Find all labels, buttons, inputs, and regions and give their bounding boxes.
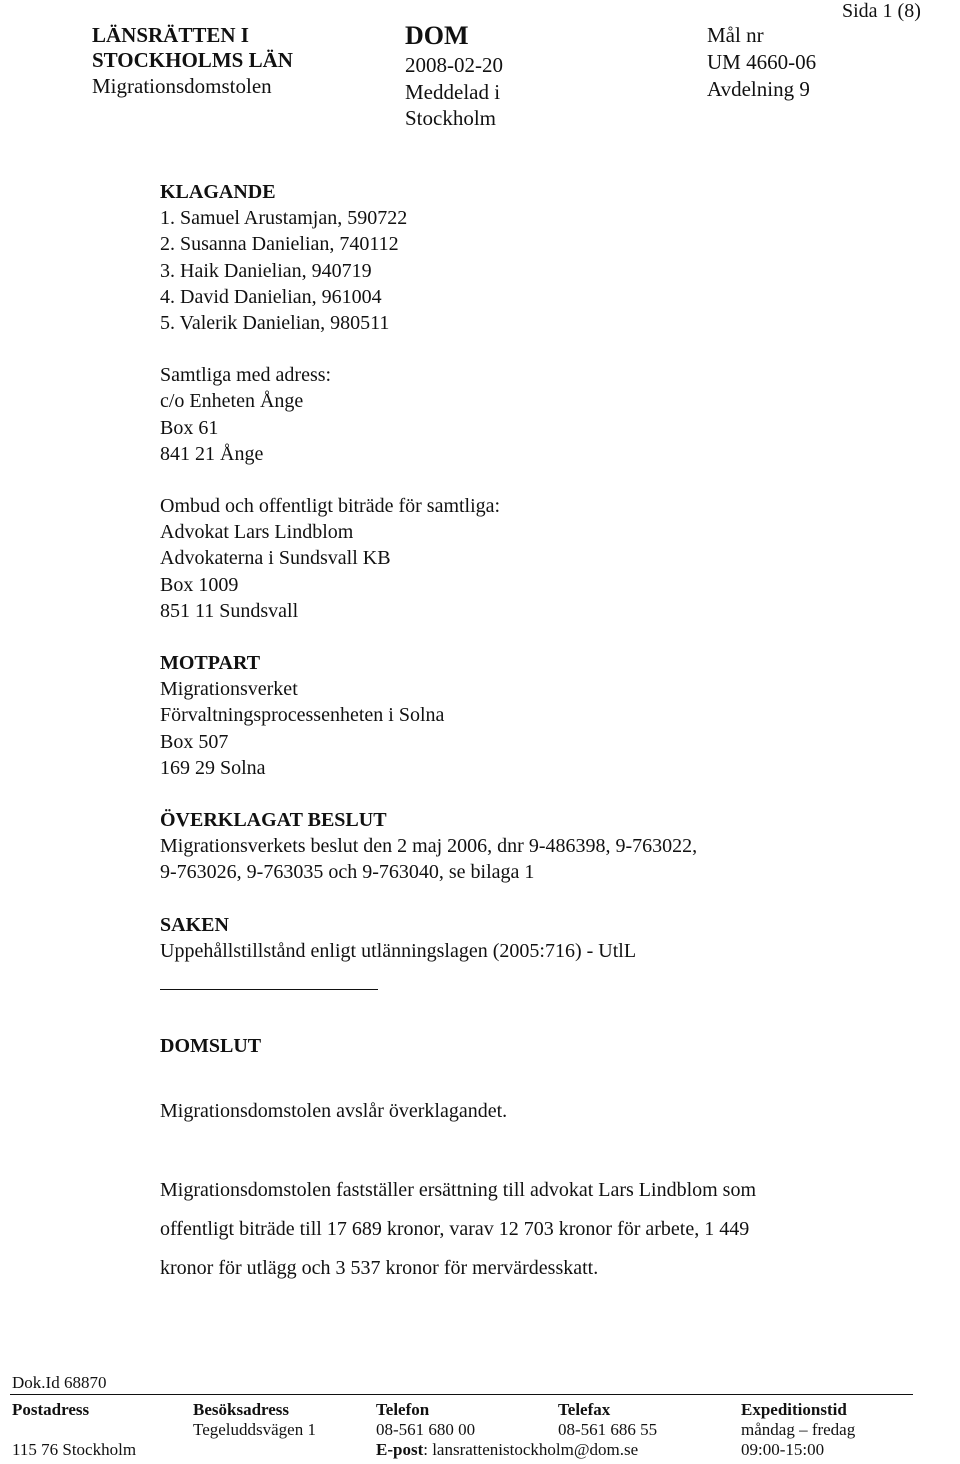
document-type: DOM (405, 21, 469, 50)
case-number: UM 4660-06 (707, 50, 817, 74)
footer-hours-column (741, 1400, 855, 1460)
appellants-address-line: Samtliga med adress: (160, 364, 332, 387)
court-name-line2: STOCKHOLMS LÄN (92, 48, 293, 72)
office-hours-label: Expeditionstid (741, 1400, 847, 1419)
appellant-5: 5. Valerik Danielian, 980511 (160, 312, 390, 335)
footer-fax-column (558, 1400, 657, 1440)
appellant-3: 3. Haik Danielian, 940719 (160, 259, 372, 282)
office-hours-days: måndag – fredag (741, 1420, 856, 1439)
counsel-line: Advokat Lars Lindblom (160, 521, 354, 544)
case-number-label: Mål nr (707, 23, 764, 47)
postal-address-value: 115 76 Stockholm (12, 1440, 137, 1459)
paragraph-line: Migrationsdomstolen fastställer ersättning till advokat Lars Lindblom som (160, 1179, 757, 1201)
footer-rule (10, 1394, 913, 1395)
ruling-text: Migrationsdomstolen avslår överklagandet. (160, 1100, 508, 1122)
court-name-line1: LÄNSRÄTTEN I (92, 23, 249, 47)
counsel-line: Box 1009 (160, 573, 239, 596)
appellants-heading: KLAGANDE (160, 181, 276, 203)
issued-in-label: Meddelad i (405, 80, 501, 104)
counsel-line: 851 11 Sundsvall (160, 599, 299, 622)
division: Avdelning 9 (707, 77, 810, 101)
document-date: 2008-02-20 (405, 53, 503, 77)
counsel-line: Advokaterna i Sundsvall KB (160, 547, 391, 570)
appellants-section (160, 179, 697, 964)
document-id: Dok.Id 68870 (12, 1373, 107, 1392)
counsel-line: Ombud och offentligt biträde för samtliga: (160, 495, 501, 518)
footer-postal-column (12, 1400, 136, 1460)
appealed-decision-line: 9-763026, 9-763035 och 9-763040, se bilaga 1 (160, 861, 535, 884)
phone-label: Telefon (376, 1400, 430, 1419)
appealed-decision-line: Migrationsverkets beslut den 2 maj 2006, dnr 9-486398, 9-763022, (160, 835, 698, 858)
opponent-line: Migrationsverket (160, 678, 298, 701)
appellant-1: 1. Samuel Arustamjan, 590722 (160, 207, 408, 230)
issued-in-city: Stockholm (405, 106, 497, 130)
separator-line (160, 989, 378, 990)
court-division-name: Migrationsdomstolen (92, 74, 272, 98)
compensation-paragraph (160, 1171, 756, 1288)
email-address[interactable]: : lansrattenistockholm@dom.se (423, 1440, 639, 1459)
visiting-address-label: Besöksadress (193, 1400, 290, 1419)
fax-value: 08-561 686 55 (558, 1420, 658, 1439)
office-hours-time: 09:00-15:00 (741, 1440, 825, 1459)
opponent-heading: MOTPART (160, 652, 261, 675)
postal-address-label: Postadress (12, 1400, 90, 1419)
matter-heading: SAKEN (160, 913, 229, 936)
fax-label: Telefax (558, 1400, 611, 1419)
paragraph-line: kronor för utlägg och 3 537 kronor för mervärdesskatt. (160, 1257, 599, 1279)
footer-visiting-column (193, 1400, 316, 1440)
paragraph-line: offentligt biträde till 17 689 kronor, varav 12 703 kronor för arbete, 1 449 (160, 1218, 750, 1240)
appellants-address-line: 841 21 Ånge (160, 442, 264, 465)
opponent-line: Förvaltningsprocessenheten i Solna (160, 704, 445, 727)
ruling-heading: DOMSLUT (160, 1035, 262, 1057)
matter-text: Uppehållstillstånd enligt utlänningslagen (2005:716) - UtlL (160, 939, 637, 962)
phone-value: 08-561 680 00 (376, 1420, 476, 1439)
appellant-2: 2. Susanna Danielian, 740112 (160, 233, 399, 256)
appellants-address-line: c/o Enheten Ånge (160, 390, 304, 413)
opponent-line: Box 507 (160, 730, 229, 753)
page-indicator: Sida 1 (8) (842, 0, 921, 22)
email-line (376, 1440, 638, 1460)
appellants-address-line: Box 61 (160, 416, 219, 439)
opponent-line: 169 29 Solna (160, 756, 266, 779)
appellant-4: 4. David Danielian, 961004 (160, 285, 382, 308)
email-label: E-post (376, 1440, 424, 1459)
visiting-address-value: Tegeluddsvägen 1 (193, 1420, 316, 1439)
appealed-decision-heading: ÖVERKLAGAT BESLUT (160, 809, 387, 832)
